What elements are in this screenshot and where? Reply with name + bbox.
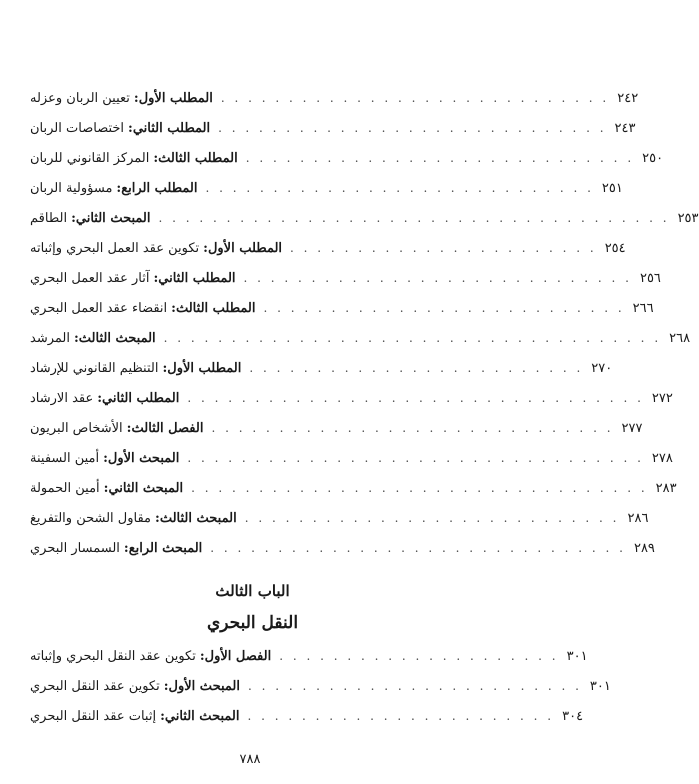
toc-entry bbox=[30, 644, 588, 668]
toc-entry-label: المبحث الثاني: bbox=[103, 480, 184, 496]
dot-leader: . . . . . . . . . . . . . . . . . . . . . . . . . bbox=[247, 679, 582, 693]
toc-entry bbox=[30, 206, 699, 230]
toc-entry-page: ٢٨٩ bbox=[633, 540, 655, 556]
toc-entry-title: السمسار البحري bbox=[30, 540, 120, 556]
dot-leader: . . . . . . . . . . . . . . . . . . . . . . . . . . . . . bbox=[243, 271, 632, 285]
toc-entry-title: المركز القانوني للربان bbox=[30, 150, 150, 166]
toc-entry bbox=[30, 176, 623, 200]
toc-entry-page: ٢٧٢ bbox=[651, 390, 673, 406]
toc-entry-page: ٣٠١ bbox=[589, 678, 611, 694]
toc-entry-page: ٢٥٤ bbox=[604, 240, 626, 256]
toc-entry bbox=[30, 86, 639, 110]
toc-entry-page: ٢٥٦ bbox=[639, 270, 661, 286]
toc-entry-label: المبحث الثالث: bbox=[155, 510, 237, 526]
toc-entry-label: المطلب الأول: bbox=[203, 240, 283, 256]
toc-entry-title: آثار عقد العمل البحري bbox=[30, 270, 150, 286]
toc-entry-label: المطلب الأول: bbox=[162, 360, 242, 376]
dot-leader: . . . . . . . . . . . . . . . . . . . . . . . . . bbox=[249, 361, 584, 375]
toc-entry-page: ٢٦٨ bbox=[669, 330, 691, 346]
toc-entry bbox=[30, 146, 664, 170]
dot-leader: . . . . . . . . . . . . . . . . . . . . . . . . . . . . . . . . . . bbox=[191, 481, 648, 495]
toc-entry-label: المطلب الثالث: bbox=[153, 150, 238, 166]
toc-entry-title: مقاول الشحن والتفريغ bbox=[30, 510, 152, 526]
toc-entry bbox=[30, 536, 655, 560]
toc-entry-page: ٢٥٣ bbox=[677, 210, 699, 226]
toc-entry-label: المبحث الأول: bbox=[163, 678, 240, 694]
toc-entry-page: ٢٥١ bbox=[601, 180, 623, 196]
toc-entry-page: ٢٧٧ bbox=[621, 420, 643, 436]
part-heading: الباب الثالث bbox=[215, 582, 290, 600]
toc-entry bbox=[30, 506, 649, 530]
dot-leader: . . . . . . . . . . . . . . . . . . . . . . . . . . . . . . . . . . . . . . bbox=[158, 211, 670, 225]
dot-leader: . . . . . . . . . . . . . . . . . . . . . bbox=[279, 649, 559, 663]
toc-entry-label: المبحث الثالث: bbox=[73, 330, 156, 346]
toc-entry-label: المبحث الثاني: bbox=[71, 210, 151, 226]
toc-entry-title: الطاقم bbox=[30, 210, 68, 226]
toc-entry-page: ٢٤٢ bbox=[617, 90, 639, 106]
toc-entry-title: التنظيم القانوني للإرشاد bbox=[30, 360, 159, 376]
dot-leader: . . . . . . . . . . . . . . . . . . . . . . . . . . . . . bbox=[205, 181, 594, 195]
page-number: ٧٨٨ bbox=[239, 752, 261, 767]
toc-entry-label: الفصل الثالث: bbox=[126, 420, 204, 436]
toc-entry-page: ٢٧٠ bbox=[591, 360, 613, 376]
toc-entry-page: ٢٧٨ bbox=[651, 450, 673, 466]
toc-entry bbox=[30, 296, 654, 320]
toc-entry bbox=[30, 116, 636, 140]
toc-entry-page: ٢٦٦ bbox=[632, 300, 654, 316]
dot-leader: . . . . . . . . . . . . . . . . . . . . . . . . . . . . . . . . . . . . . bbox=[163, 331, 662, 345]
toc-entry-label: المطلب الثالث: bbox=[171, 300, 256, 316]
toc-entry-title: الأشخاص البريون bbox=[30, 420, 123, 436]
dot-leader: . . . . . . . . . . . . . . . . . . . . . . . . . . . . . bbox=[220, 91, 610, 105]
toc-entry-page: ٢٤٣ bbox=[614, 120, 636, 136]
toc-entry-page: ٢٨٣ bbox=[655, 480, 677, 496]
dot-leader: . . . . . . . . . . . . . . . . . . . . . . . . . . . . bbox=[244, 511, 620, 525]
dot-leader: . . . . . . . . . . . . . . . . . . . . . . . . . . . . . bbox=[245, 151, 635, 165]
toc-entry-label: المبحث الثاني: bbox=[160, 708, 240, 724]
toc-entry-label: المطلب الثاني: bbox=[97, 390, 180, 406]
toc-entry-label: المطلب الثاني: bbox=[128, 120, 211, 136]
toc-entry bbox=[30, 356, 613, 380]
toc-entry-label: المطلب الأول: bbox=[133, 90, 213, 106]
dot-leader: . . . . . . . . . . . . . . . . . . . . . . . . . . . . . . . . . . bbox=[187, 451, 644, 465]
toc-entry bbox=[30, 416, 643, 440]
toc-entry bbox=[30, 386, 673, 410]
toc-entry-title: أمين الحمولة bbox=[30, 480, 100, 496]
toc-entry-label: الفصل الأول: bbox=[199, 648, 272, 664]
toc-entry bbox=[30, 326, 691, 350]
toc-entry bbox=[30, 476, 677, 500]
toc-entry-page: ٣٠٤ bbox=[562, 708, 584, 724]
dot-leader: . . . . . . . . . . . . . . . . . . . . . . . bbox=[247, 709, 555, 723]
dot-leader: . . . . . . . . . . . . . . . . . . . . . . . . . . . . . . . bbox=[210, 541, 626, 555]
toc-entry-title: انقضاء عقد العمل البحري bbox=[30, 300, 168, 316]
toc-entry bbox=[30, 704, 584, 728]
toc-entry-page: ٣٠١ bbox=[566, 648, 588, 664]
toc-entry-title: مسؤولية الربان bbox=[30, 180, 113, 196]
dot-leader: . . . . . . . . . . . . . . . . . . . . . . . . . . . . . . bbox=[211, 421, 614, 435]
dot-leader: . . . . . . . . . . . . . . . . . . . . . . . bbox=[290, 241, 597, 255]
toc-entry bbox=[30, 236, 626, 260]
toc-entry-page: ٢٨٦ bbox=[627, 510, 649, 526]
dot-leader: . . . . . . . . . . . . . . . . . . . . . . . . . . . bbox=[263, 301, 625, 315]
toc-entry-title: إثبات عقد النقل البحري bbox=[30, 708, 157, 724]
toc-entry-title: عقد الارشاد bbox=[30, 390, 94, 406]
toc-entry-label: المطلب الثاني: bbox=[153, 270, 236, 286]
dot-leader: . . . . . . . . . . . . . . . . . . . . . . . . . . . . . . . . . . bbox=[187, 391, 644, 405]
toc-entry-label: المبحث الأول: bbox=[103, 450, 180, 466]
toc-entry-title: تكوين عقد النقل البحري وإثباته bbox=[30, 648, 196, 664]
toc-entry-title: تكوين عقد النقل البحري bbox=[30, 678, 160, 694]
toc-entry-title: أمين السفينة bbox=[30, 450, 100, 466]
toc-entry-label: المبحث الرابع: bbox=[123, 540, 203, 556]
toc-entry bbox=[30, 266, 661, 290]
toc-entry-label: المطلب الرابع: bbox=[116, 180, 198, 196]
toc-entry-page: ٢٥٠ bbox=[642, 150, 664, 166]
toc-entry-title: اختصاصات الربان bbox=[30, 120, 125, 136]
toc-entry-title: المرشد bbox=[30, 330, 70, 346]
toc-entry bbox=[30, 446, 673, 470]
toc-entry-title: تعيين الربان وعزله bbox=[30, 90, 130, 106]
toc-entry-title: تكوين عقد العمل البحري وإثباته bbox=[30, 240, 200, 256]
part-title: النقل البحري bbox=[206, 613, 299, 633]
dot-leader: . . . . . . . . . . . . . . . . . . . . . . . . . . . . . bbox=[218, 121, 607, 135]
toc-entry bbox=[30, 674, 611, 698]
